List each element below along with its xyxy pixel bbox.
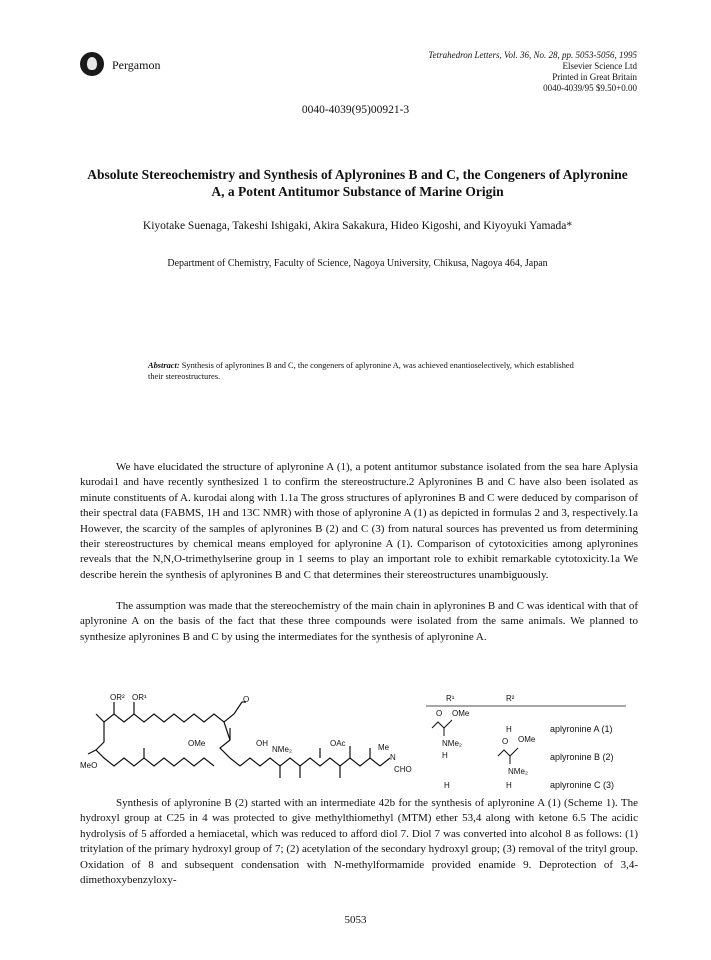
journal-citation: Tetrahedron Letters, Vol. 36, No. 28, pp. 5053-5056, 1995 <box>428 50 637 60</box>
label-nme2-chain: NMe₂ <box>272 745 292 754</box>
paper-title: Absolute Stereochemistry and Synthesis of Aplyronines B and C, the Congeners of Aplyronine A, a Potent Antitumor Substance of Marine Origin <box>87 167 628 199</box>
label-nme2-b: NMe₂ <box>508 767 528 776</box>
row2-r1: H <box>442 751 448 760</box>
journal-publisher: Elsevier Science Ltd <box>562 61 637 71</box>
table-header-r2: R² <box>506 694 515 703</box>
row3-r2: H <box>506 781 512 790</box>
abstract-text: Synthesis of aplyronines B and C, the congeners of aplyronine A, was achieved enantioselectively, which established their stereostructures. <box>148 361 574 381</box>
label-ome-chain: OMe <box>188 739 206 748</box>
doi: 0040-4039(95)00921-3 <box>301 104 410 116</box>
label-or1: OR¹ <box>132 693 147 702</box>
journal-price: 0040-4039/95 $9.50+0.00 <box>543 83 637 93</box>
row3-r1: H <box>444 781 450 790</box>
row3-name: aplyronine C (3) <box>550 780 615 790</box>
structure-figure <box>80 692 638 792</box>
abstract <box>148 361 588 382</box>
label-nme2-a: NMe₂ <box>442 739 462 748</box>
publisher-name: Pergamon <box>112 58 161 72</box>
row1-r2: H <box>506 725 512 734</box>
paragraph-2: The assumption was made that the stereochemistry of the main chain in aplyronines B and C was identical with that of aplyronine A on the basis of the fact that these three compounds were isolated from the same animals. We planned to synthesize aplyronines B and C by using the intermediates for the synthesis of aplyronine A. <box>80 600 638 643</box>
label-ome-a: OMe <box>452 709 470 718</box>
label-carbonyl-b: O <box>502 737 509 746</box>
label-n: N <box>390 753 396 762</box>
label-cho: CHO <box>394 765 412 774</box>
label-or2: OR² <box>110 693 125 702</box>
label-carbonyl-a: O <box>436 709 443 718</box>
label-me: Me <box>378 743 390 752</box>
row2-name: aplyronine B (2) <box>550 752 614 762</box>
label-aldehyde-o: O <box>243 695 250 704</box>
authors: Kiyotake Suenaga, Takeshi Ishigaki, Akira Sakakura, Hideo Kigoshi, and Kiyoyuki Yamada* <box>142 220 573 232</box>
abstract-label: Abstract: <box>148 361 180 370</box>
label-meo: MeO <box>80 761 98 770</box>
table-header-r1: R¹ <box>446 694 455 703</box>
label-oac: OAc <box>330 739 346 748</box>
page-number: 5053 <box>344 914 367 926</box>
journal-info <box>428 50 637 94</box>
label-ome-b: OMe <box>518 735 536 744</box>
label-oh: OH <box>256 739 268 748</box>
journal-printed: Printed in Great Britain <box>552 72 637 82</box>
paragraph-3: Synthesis of aplyronine B (2) started with an intermediate 42b for the synthesis of aplyronine A (1) (Scheme 1). The hydroxyl group at C25 in 4 was protected to give methylthiomethyl (MTM) ether 53,4 along with ketone 6.5 The acidic hydrolysis of 5 afforded a hemiacetal, which was reduced to afford diol 7. Diol 7 was converted into alcohol 8 as follows: (1) tritylation of the primary hydroxyl group of 7; (2) acetylation of the secondary hydroxyl group; (3) removal of the trityl group. Oxidation of 8 and subsequent condensation with N-methylformamide provided enamide 9. Deprotection of 3,4-dimethoxybenzyloxy- <box>80 797 638 887</box>
paragraph-1: We have elucidated the structure of aplyronine A (1), a potent antitumor substance isolated from the sea hare Aplysia kurodai1 and have recently synthesized 1 to confirm the stereostructure.2 Aplyronines B and C have also been isolated as minute constituents of A. kurodai along with 1.1a The gross structures of aplyronines B and C were deduced by comparison of their spectral data (FABMS, 1H and 13C NMR) with those of aplyronine A (1) as depicted in formulas 2 and 3, respectively.1a However, the scarcity of the samples of aplyronines B (2) and C (3) from natural sources has prevented us from determining their stereostructures by chemical means employed for aplyronine A (1). Comparison of cytotoxicities among aplyronines reveals that the N,N,O-trimethylserine group in 1 seems to play an important role to exhibit remarkable cytotoxicity.1a We describe herein the synthesis of aplyronines B and C that determines their stereostructures unambiguously. <box>80 461 638 581</box>
pergamon-logo <box>80 52 104 76</box>
affiliation: Department of Chemistry, Faculty of Science, Nagoya University, Chikusa, Nagoya 464, Japan <box>167 258 548 269</box>
row1-name: aplyronine A (1) <box>550 724 613 734</box>
